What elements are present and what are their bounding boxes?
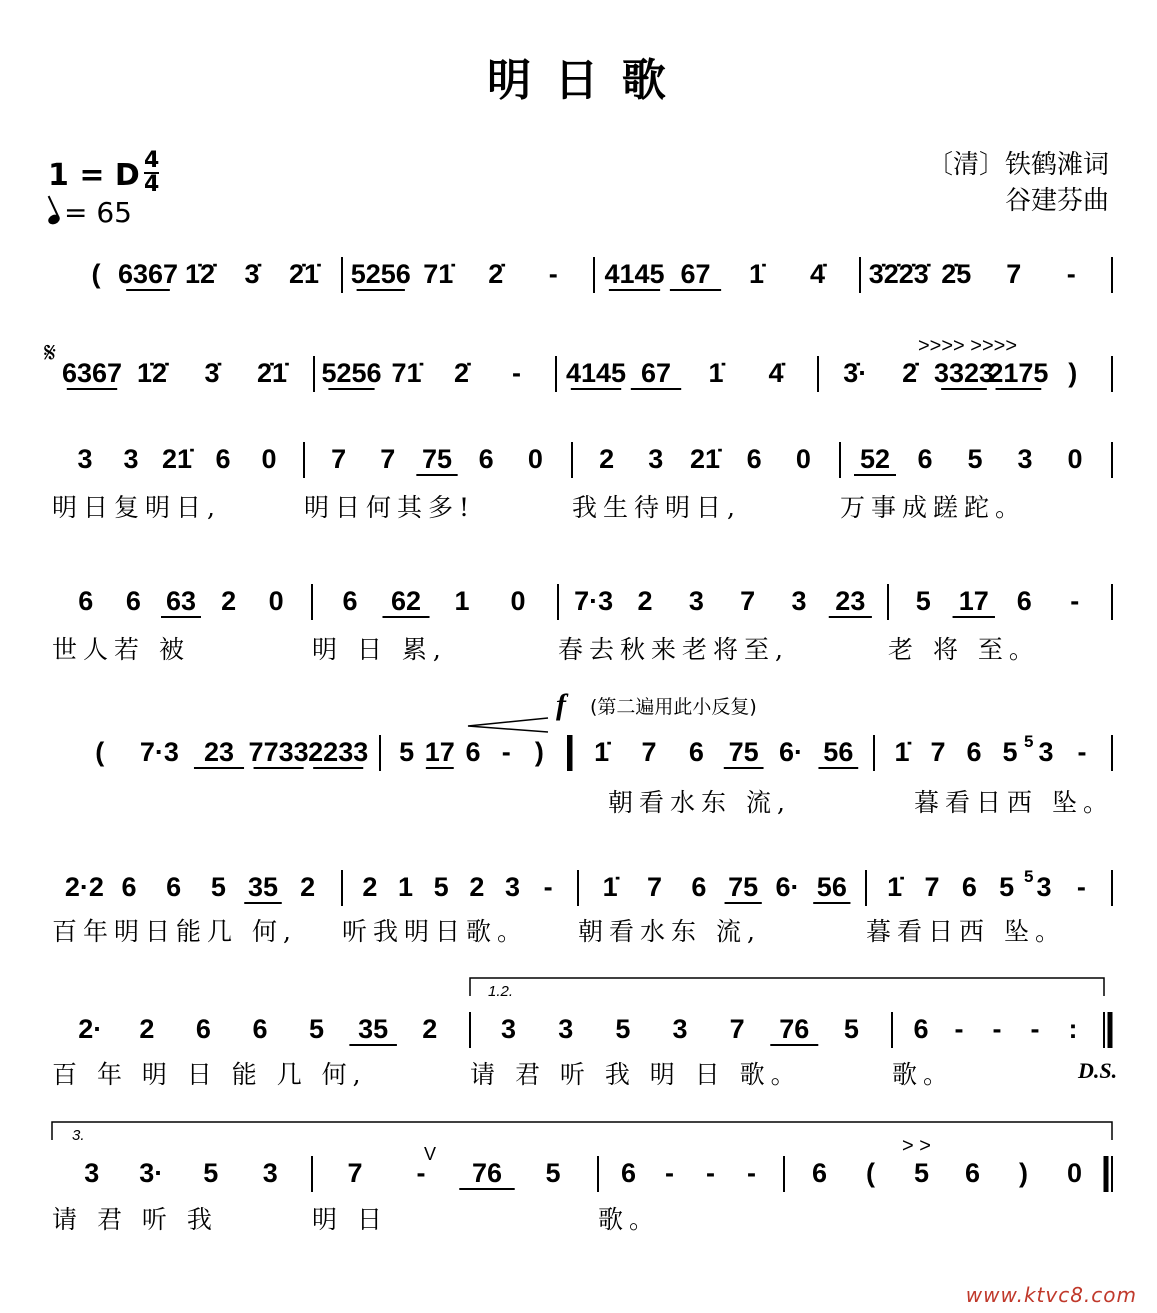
note: 4145: [604, 259, 665, 289]
note: 2·: [78, 1014, 103, 1044]
note: 75: [728, 872, 759, 902]
lyric-line: 歌。: [892, 1060, 955, 1089]
note: 23: [835, 586, 866, 616]
note: 7: [740, 586, 756, 616]
note: 3323: [933, 358, 995, 388]
note: 1̇: [748, 259, 765, 289]
note: 3: [262, 1158, 278, 1188]
note: 3: [77, 444, 93, 474]
note: ): [1019, 1158, 1028, 1188]
note: 5: [913, 1158, 930, 1188]
lyric-line: 明 日 累,: [312, 635, 447, 664]
note: 2: [300, 872, 316, 902]
note: 3̇: [244, 259, 260, 289]
note: 0: [527, 444, 543, 474]
time-signature-bottom: 4: [144, 172, 160, 197]
note: 7·3: [574, 586, 614, 616]
note: 5: [203, 1158, 219, 1188]
note: 7: [641, 737, 657, 767]
lyric-line: 世人若 被: [52, 635, 190, 664]
note: -: [501, 737, 511, 767]
note: 0: [795, 444, 811, 474]
note: 62: [390, 586, 422, 616]
note: -: [954, 1014, 964, 1044]
lyric-line: 老 将 至。: [888, 635, 1040, 664]
accent-marks: > >: [902, 1135, 931, 1157]
note: 6: [478, 444, 494, 474]
note: 6: [125, 586, 141, 616]
note: 3: [1038, 737, 1054, 767]
note: 7733: [248, 737, 309, 767]
note: 1̇2̇: [136, 358, 168, 388]
grace-note: 5: [1024, 732, 1034, 751]
note: 7: [380, 444, 396, 474]
note: 76: [779, 1014, 810, 1044]
watermark: www.ktvc8.com: [965, 1283, 1137, 1307]
note: 56: [816, 872, 847, 902]
note: 5: [615, 1014, 631, 1044]
note: 6: [691, 872, 707, 902]
note: 6: [913, 1014, 929, 1044]
note: 17: [424, 737, 455, 767]
note: -: [416, 1158, 426, 1188]
lyric-line: 明日复明日,: [52, 493, 221, 522]
note: -: [1066, 259, 1076, 289]
note: 5256: [350, 259, 411, 289]
note: 6: [917, 444, 933, 474]
note: 1̇: [594, 737, 610, 767]
note: -: [747, 1158, 756, 1188]
dynamic-forte: f: [556, 688, 566, 721]
lyric-line: 请 君 听 我: [52, 1205, 218, 1234]
note: 7: [924, 872, 940, 902]
note: ): [1068, 358, 1078, 388]
note: 6367: [117, 259, 179, 289]
note: 7: [646, 872, 663, 902]
note: 67: [680, 259, 711, 289]
note: 4̇: [768, 358, 784, 388]
lyric-line: 暮看日西 坠。: [866, 917, 1066, 946]
volta-label-3: 3.: [72, 1127, 85, 1144]
volta-bracket-12: [470, 978, 1104, 996]
note: 5: [999, 872, 1015, 902]
note: 3: [558, 1014, 574, 1044]
note: 5: [967, 444, 983, 474]
note: 7: [729, 1014, 745, 1044]
note: 2̇1̇: [256, 358, 288, 388]
lyric-line: 明 日: [312, 1205, 388, 1234]
note: 6·: [778, 737, 804, 767]
lyric-line: 朝看水东 流,: [578, 917, 761, 946]
breath-mark: V: [424, 1144, 437, 1164]
note: (: [866, 1158, 875, 1188]
note: 3: [504, 872, 521, 902]
note: -: [665, 1158, 674, 1188]
note: 0: [268, 586, 284, 616]
note: 52: [859, 444, 891, 474]
note: 2̇5: [941, 259, 972, 289]
note: 2: [362, 872, 378, 902]
note: 6: [620, 1158, 637, 1188]
note: 63: [165, 586, 197, 616]
note: 2: [637, 586, 653, 616]
note: 6·: [775, 872, 800, 902]
lyric-line: 明日何其多!: [304, 493, 476, 522]
time-signature-top: 4: [144, 148, 160, 173]
note: ): [534, 737, 544, 767]
note: 75: [421, 444, 453, 474]
note: 6: [961, 872, 977, 902]
note: 2̇: [488, 259, 504, 289]
note: 2233: [308, 737, 369, 767]
note: 5: [545, 1158, 561, 1188]
note: 21̇: [161, 444, 193, 474]
note: -: [1076, 872, 1086, 902]
note: 6: [78, 586, 94, 616]
note: 6: [746, 444, 762, 474]
volta-bracket-3: [52, 1122, 1112, 1140]
note: 0: [510, 586, 526, 616]
note: 7·3: [139, 737, 179, 767]
crescendo-hairpin: [468, 718, 548, 732]
note: -: [706, 1158, 715, 1188]
note: 56: [823, 737, 854, 767]
note: 3: [1017, 444, 1033, 474]
note: 1̇: [894, 737, 910, 767]
song-title: 明 日 歌: [487, 55, 670, 106]
note: 6: [121, 872, 137, 902]
note: 6: [811, 1158, 828, 1188]
note: 71̇: [391, 358, 422, 388]
note: -: [1030, 1014, 1040, 1044]
note: 3̇2̇2̇3̇: [868, 259, 929, 289]
lyric-line: 暮看日西 坠。: [914, 788, 1114, 817]
second-time-note: (第二遍用此小反复): [590, 696, 757, 718]
note: 71̇: [423, 259, 454, 289]
note: 3: [688, 586, 704, 616]
note: 5256: [321, 358, 382, 388]
note: 3: [791, 586, 807, 616]
note: 35: [247, 872, 279, 902]
lyricist-credit: 〔清〕铁鹤滩词: [926, 150, 1109, 180]
note: 5: [433, 872, 449, 902]
note: 6: [342, 586, 358, 616]
note: 6: [166, 872, 182, 902]
note: -: [543, 872, 553, 902]
note: 6: [688, 737, 704, 767]
note: 7: [331, 444, 347, 474]
lyric-line: 我生待明日,: [572, 493, 741, 522]
note: 3: [501, 1014, 517, 1044]
note: (: [95, 737, 105, 767]
note: 1̇: [708, 358, 724, 388]
note: (: [91, 259, 101, 289]
note: 4̇: [809, 259, 826, 289]
note: 6: [215, 444, 231, 474]
note: 7: [930, 737, 946, 767]
note: -: [548, 259, 558, 289]
note: 67: [640, 358, 672, 388]
grace-note: 5: [1024, 867, 1034, 886]
note: 6: [465, 737, 481, 767]
note: 1̇: [602, 872, 618, 902]
note: 6: [966, 737, 982, 767]
note: 5: [399, 737, 415, 767]
note: 2175: [988, 358, 1049, 388]
note: 23: [203, 737, 235, 767]
lyric-line: 万事成蹉跎。: [840, 493, 1027, 522]
lyric-line: 听我明日歌。: [342, 917, 529, 946]
note: 6367: [61, 358, 123, 388]
note: 4145: [565, 358, 627, 388]
lyric-line: 春去秋来老将至,: [558, 635, 789, 664]
note: 3̇·: [843, 358, 868, 388]
lyric-line: 朝看水东 流,: [608, 788, 791, 817]
note: 5: [915, 586, 931, 616]
note: -: [1077, 737, 1087, 767]
note: 76: [471, 1158, 503, 1188]
note: 6: [252, 1014, 268, 1044]
note: 7: [1006, 259, 1022, 289]
note: -: [1070, 586, 1080, 616]
lyric-line: 百年明日能几 何,: [52, 917, 297, 946]
note: 1̇: [887, 872, 903, 902]
note: 2: [221, 586, 237, 616]
note: -: [992, 1014, 1002, 1044]
note: 6: [195, 1014, 211, 1044]
note: 1̇2̇: [184, 259, 216, 289]
note: 1: [397, 872, 414, 902]
note: 6: [1016, 586, 1032, 616]
note: 2̇: [902, 358, 918, 388]
note: 0: [1066, 1158, 1083, 1188]
note: 3: [648, 444, 664, 474]
note: 2: [599, 444, 615, 474]
lyric-line: 歌。: [598, 1205, 661, 1234]
volta-label-12: 1.2.: [488, 983, 514, 1000]
note: 0: [261, 444, 277, 474]
note: 3: [84, 1158, 100, 1188]
note: 5: [843, 1014, 859, 1044]
note: 3: [123, 444, 139, 474]
note: 2: [469, 872, 485, 902]
note: 5: [210, 872, 226, 902]
note: 2̇1̇: [288, 259, 320, 289]
note: 3: [1036, 872, 1052, 902]
lyric-line: 百 年 明 日 能 几 何,: [52, 1060, 367, 1089]
note: 17: [958, 586, 989, 616]
lyric-line: 请 君 听 我 明 日 歌。: [470, 1060, 802, 1089]
tempo-value: = 65: [64, 196, 132, 229]
note: :: [1068, 1014, 1078, 1044]
note: 21̇: [689, 444, 721, 474]
note: 0: [1067, 444, 1083, 474]
note: 3: [672, 1014, 688, 1044]
note: 2·2: [64, 872, 104, 902]
note: 1: [454, 586, 470, 616]
note: 2: [422, 1014, 438, 1044]
accent-marks: >>>> >>>>: [918, 335, 1017, 357]
note: 5: [1002, 737, 1018, 767]
note: 2̇: [453, 358, 470, 388]
note: 2: [139, 1014, 155, 1044]
note: 3̇: [204, 358, 220, 388]
note: 6: [964, 1158, 981, 1188]
composer-credit: 谷建芬曲: [1004, 186, 1109, 216]
note: 35: [358, 1014, 389, 1044]
note: 75: [728, 737, 759, 767]
note: 7: [347, 1158, 363, 1188]
segno-icon: 𝄋: [44, 336, 57, 369]
dal-segno-mark: D.S.: [1078, 1058, 1118, 1083]
note: 5: [309, 1014, 325, 1044]
note: 3·: [139, 1158, 164, 1188]
key-signature: 1 = D: [48, 158, 140, 193]
note: -: [512, 358, 521, 388]
